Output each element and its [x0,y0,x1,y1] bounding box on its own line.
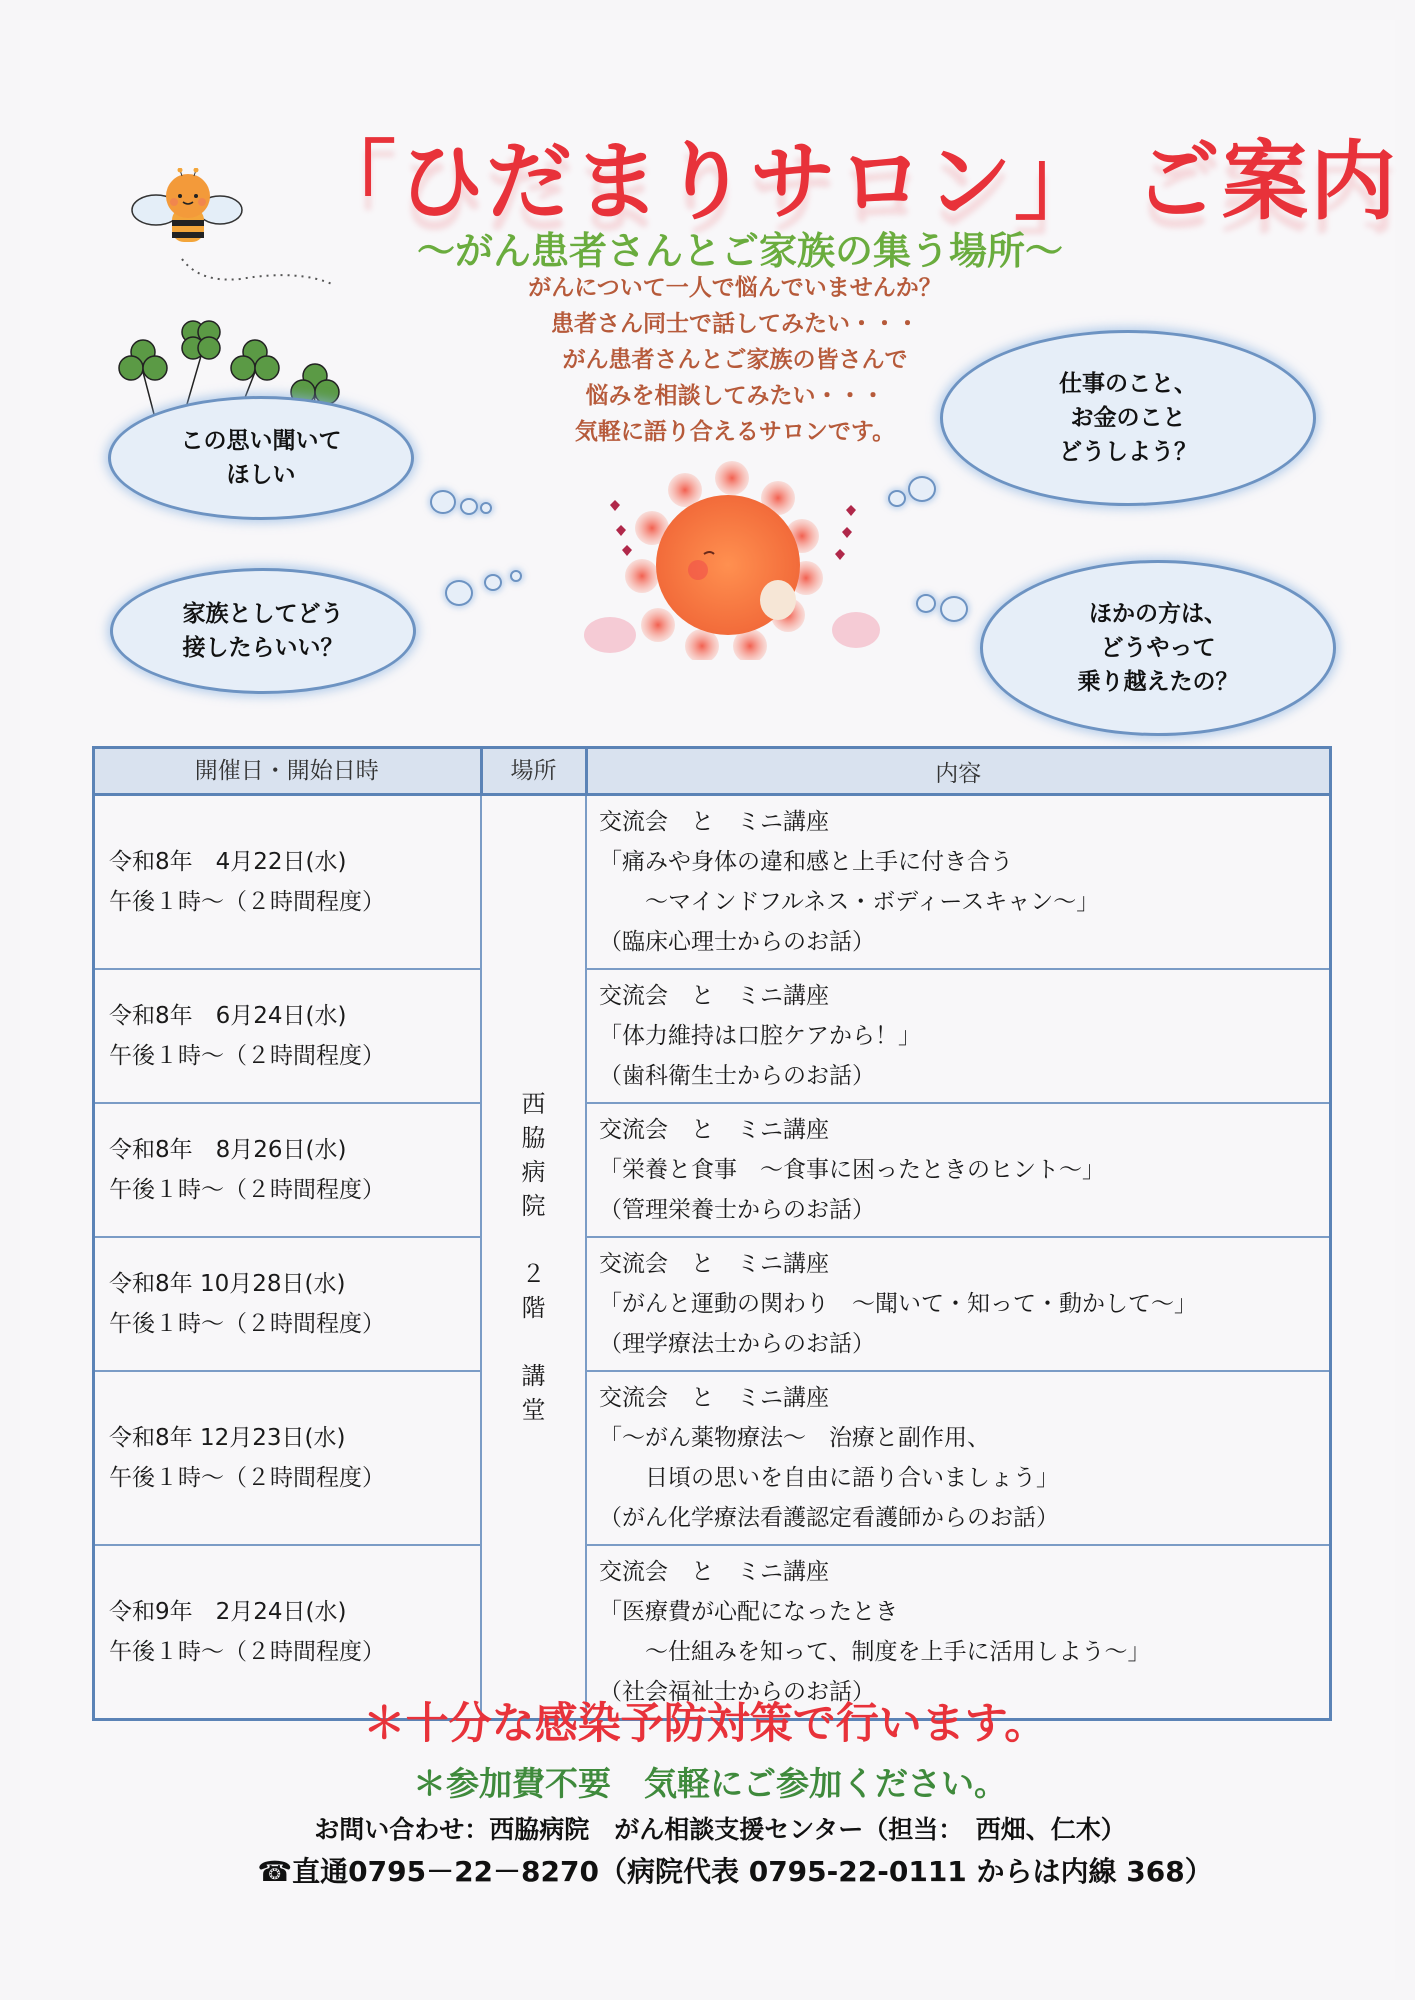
date-cell [94,1103,482,1237]
intro-line: 悩みを相談してみたい・・・ [585,383,885,409]
thought-bubble [980,560,1336,736]
place-text [522,1087,546,1427]
event-date: 令和8年 8月26日(水) [109,1137,347,1163]
content-line: （社会福祉士からのお話） [599,1679,875,1705]
header-date: 開催日・開始日時 [94,748,482,795]
content-line: 交流会 と ミニ講座 [599,809,829,835]
bubble-line: どうしよう？ [1059,439,1197,465]
free-participation-notice: ＊参加費不要 気軽にご参加ください。 [413,1764,1007,1803]
content-line: 「体力維持は口腔ケアから！」 [599,1023,921,1049]
bubble-line: お金のこと [1070,405,1186,431]
event-time: 午後１時～（２時間程度） [109,1177,385,1203]
intro-text [460,270,1010,450]
header-place: 場所 [481,748,586,795]
place-gap [522,1325,546,1359]
bubble-line: この思い聞いて [180,428,342,454]
thought-puff [916,594,936,613]
page-title: 「ひだまりサロン」 ご案内 [310,132,1398,232]
event-time: 午後１時～（２時間程度） [109,1465,385,1491]
thought-bubble [110,568,416,694]
date-cell [94,969,482,1103]
page-subtitle: ～がん患者さんとご家族の集う場所～ [416,229,1063,273]
content-line: （歯科衛生士からのお話） [599,1063,875,1089]
bubble-line: 仕事のこと、 [1059,371,1197,397]
phone-info [190,1850,1280,1890]
sun-character-icon [580,450,880,660]
place-char: 病 [521,1158,546,1186]
content-line: （臨床心理士からのお話） [599,929,875,955]
date-cell [94,1237,482,1371]
bubble-line: どうやって [1100,635,1216,661]
date-cell [94,1371,482,1545]
event-date: 令和8年 4月22日(水) [109,849,347,875]
event-date: 令和8年 6月24日(水) [109,1003,347,1029]
content-line: 「～がん薬物療法～ 治療と副作用、 [599,1425,990,1451]
thought-puff [430,490,456,514]
table-row [94,969,1331,1103]
content-cell [586,795,1331,970]
phone-icon: ☎ [257,1855,293,1888]
intro-line: 気軽に語り合えるサロンです。 [574,419,896,445]
bubble-line: ほしい [226,462,296,488]
table-row [94,1371,1331,1545]
place-char: 階 [521,1294,546,1322]
content-line: 日頃の思いを自由に語り合いましょう」 [599,1465,1059,1491]
bubble-line: 接したらいい？ [182,635,344,661]
event-date: 令和8年 10月28日(水) [109,1271,346,1297]
content-line: ～仕組みを知って、制度を上手に活用しよう～」 [599,1639,1151,1665]
table-row [94,1237,1331,1371]
event-date: 令和8年 12月23日(水) [109,1425,346,1451]
place-char: 院 [521,1192,546,1220]
event-time: 午後１時～（２時間程度） [109,1311,385,1337]
content-line: 「栄養と食事 ～食事に困ったときのヒント～」 [599,1157,1105,1183]
intro-line: 患者さん同士で話してみたい・・・ [551,311,919,337]
place-char: 脇 [521,1124,546,1152]
place-char: 西 [521,1090,546,1118]
thought-puff [510,570,522,582]
thought-puff [940,596,968,622]
flyer-page [20,20,1398,1980]
content-line: ～マインドフルネス・ボディースキャン～」 [599,889,1100,915]
content-line: （管理栄養士からのお話） [599,1197,875,1223]
header-content: 内容 [586,748,1331,795]
content-line: 交流会 と ミニ講座 [599,983,829,1009]
content-line: （がん化学療法看護認定看護師からのお話） [599,1505,1059,1531]
place-cell [481,795,586,1720]
thought-puff [888,490,906,507]
contact-info: お問い合わせ：西脇病院 がん相談支援センター（担当： 西畑、仁木） [314,1815,1126,1844]
phone-number: 直通0795－22－8270（病院代表 0795-22-0111 からは内線 368） [292,1855,1213,1888]
intro-line: がんについて一人で悩んでいませんか？ [528,275,942,301]
content-line: 「医療費が心配になったとき [599,1599,898,1625]
thought-bubble [940,330,1316,506]
content-cell [586,1237,1331,1371]
place-char: 堂 [521,1396,546,1424]
date-cell [94,795,482,970]
thought-puff [460,498,478,515]
table-row [94,795,1331,970]
bubble-line: 家族としてどう [182,601,344,627]
content-line: 交流会 と ミニ講座 [599,1559,829,1585]
schedule-table [92,746,1332,1721]
thought-bubble [108,396,414,520]
place-char: ２ [521,1260,546,1288]
intro-line: がん患者さんとご家族の皆さんで [562,347,908,373]
content-line: 「がんと運動の関わり ～聞いて・知って・動かして～」 [599,1291,1197,1317]
bee-icon [128,168,248,258]
event-date: 令和9年 2月24日(水) [109,1599,347,1625]
table-row [94,1103,1331,1237]
thought-puff [480,502,492,514]
thought-puff [484,574,502,591]
bubble-line: 乗り越えたの？ [1077,669,1239,695]
content-line: （理学療法士からのお話） [599,1331,875,1357]
content-cell [586,1103,1331,1237]
content-cell [586,1371,1331,1545]
infection-control-notice: ＊十分な感染予防対策で行います。 [362,1699,1048,1749]
content-line: 「痛みや身体の違和感と上手に付き合う [599,849,1013,875]
event-time: 午後１時～（２時間程度） [109,1043,385,1069]
content-line: 交流会 と ミニ講座 [599,1117,829,1143]
place-char: 講 [521,1362,546,1390]
content-cell [586,969,1331,1103]
thought-puff [908,476,936,502]
bubble-line: ほかの方は、 [1089,601,1227,627]
place-gap [522,1223,546,1257]
event-time: 午後１時～（２時間程度） [109,1639,385,1665]
content-line: 交流会 と ミニ講座 [599,1385,829,1411]
table-header-row [94,748,1331,795]
thought-puff [445,580,473,606]
content-line: 交流会 と ミニ講座 [599,1251,829,1277]
dotted-flight-path [180,255,340,295]
event-time: 午後１時～（２時間程度） [109,889,385,915]
